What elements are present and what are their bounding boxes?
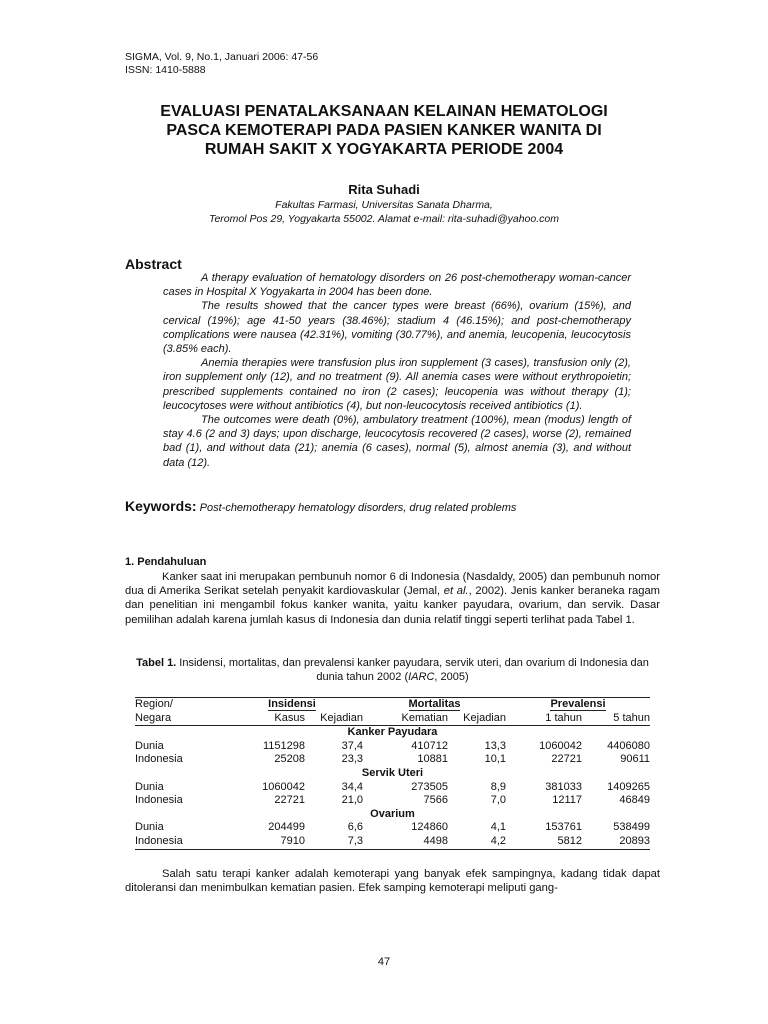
- header-kejadian: Kejadian: [305, 712, 363, 726]
- header-region: Region/: [135, 698, 221, 712]
- abstract-paragraph: A therapy evaluation of hematology disorders on 26 post-chemotherapy woman-cancer cases in Hospital X Yogyakarta in 2004 has been done.: [163, 272, 631, 299]
- cell-1-tahun: 381033: [545, 780, 582, 793]
- caption-text-a: Insidensi, mortalitas, dan prevalensi kanker payudara, servik uteri, dan ovarium di Indonesia dan dunia tahun 2002 (: [176, 657, 649, 683]
- cell-kejadian: 6,6: [347, 821, 363, 834]
- table-row: [135, 835, 650, 849]
- table-row: [135, 740, 650, 754]
- header-kejadian: Kejadian: [448, 712, 506, 726]
- cell-region: Indonesia: [135, 753, 183, 766]
- abstract-body: [163, 271, 631, 470]
- cell-region: Dunia: [135, 821, 164, 834]
- intro-text-b: , 2002). Jenis kanker beraneka ragam dan penelitian ini mengambil fokus kanker wanita, yaitu kanker payudara, ovarium, dan servik. Dasar pemilihan adalah karena jumlah kasus di Indonesia dan dunia relatif tinggi seperti terlihat pada Tabel 1.: [125, 585, 660, 626]
- group-name: Servik Uteri: [361, 766, 424, 779]
- cell-kematian: 410712: [411, 739, 448, 752]
- table-row: [135, 821, 650, 835]
- cell-kasus: 25208: [274, 753, 305, 766]
- header-5-tahun: 5 tahun: [582, 712, 650, 726]
- cell-kejadian: 7,0: [490, 794, 506, 807]
- header-1-tahun: 1 tahun: [506, 712, 582, 726]
- header-prevalensi: Prevalensi: [506, 698, 650, 712]
- header-insidensi: Insidensi: [221, 698, 363, 712]
- group-row: [135, 726, 650, 740]
- cell-region: Dunia: [135, 739, 164, 752]
- cell-kejadian: 10,1: [484, 753, 506, 766]
- cell-kejadian: 4,2: [448, 835, 506, 849]
- cell-kematian: 124860: [411, 821, 448, 834]
- cell-1-tahun: 22721: [551, 753, 582, 766]
- cell-5-tahun: 4406080: [607, 739, 650, 752]
- caption-italic: IARC: [408, 671, 435, 683]
- cell-5-tahun: 1409265: [607, 780, 650, 793]
- title-line: EVALUASI PENATALAKSANAAN KELAINAN HEMATOLOGI: [160, 103, 608, 120]
- cell-kasus: 1060042: [262, 780, 305, 793]
- header-kasus: Kasus: [221, 712, 305, 726]
- data-table: [135, 697, 650, 850]
- cell-kejadian: 13,3: [484, 739, 506, 752]
- cell-kasus: 1151298: [262, 739, 305, 752]
- caption-label: Tabel 1.: [136, 657, 177, 669]
- group-name: Ovarium: [370, 807, 415, 820]
- cell-region: Indonesia: [135, 794, 183, 807]
- cell-kejadian: 23,3: [341, 753, 363, 766]
- keywords: [125, 498, 516, 514]
- group-name: Kanker Payudara: [347, 726, 438, 739]
- cell-region: Indonesia: [135, 835, 221, 849]
- cell-kasus: 7910: [221, 835, 305, 849]
- intro-etal: et al.: [443, 585, 469, 598]
- cell-kematian: 10881: [417, 753, 448, 766]
- keywords-label: Keywords:: [125, 498, 197, 514]
- header-mortalitas: Mortalitas: [363, 698, 506, 712]
- title-line: RUMAH SAKIT X YOGYAKARTA PERIODE 2004: [204, 141, 564, 158]
- table-row: [135, 753, 650, 767]
- caption-text-b: , 2005): [434, 671, 469, 683]
- abstract-heading: Abstract: [125, 256, 182, 272]
- journal-citation: SIGMA, Vol. 9, No.1, Januari 2006: 47-56: [125, 51, 319, 63]
- affiliation: [110, 198, 658, 226]
- affiliation-line: Fakultas Farmasi, Universitas Sanata Dharma,: [275, 199, 493, 211]
- cell-kejadian: 8,9: [490, 780, 506, 793]
- cell-1-tahun: 1060042: [539, 739, 582, 752]
- cell-kematian: 4498: [363, 835, 448, 849]
- cell-1-tahun: 12117: [552, 794, 582, 807]
- group-row: [135, 808, 650, 822]
- cell-kejadian: 21,0: [341, 794, 363, 807]
- abstract-paragraph: The outcomes were death (0%), ambulatory treatment (100%), mean (modus) length of stay 4.6 (2 and 3) days; upon discharge, leucocytosis recovered (2 cases), worse (2), remained bad (1), and without data (21); anemia (6 cases), normal (5), almost anemia (3), and without data (12).: [163, 414, 631, 469]
- intro-paragraph: [125, 570, 660, 627]
- header-kematian: Kematian: [363, 712, 448, 726]
- body-text: Salah satu terapi kanker adalah kemoterapi yang banyak efek sampingnya, kadang tidak dapat ditoleransi dan menimbulkan kematian pasien. Efek samping kemoterapi meliputi gang-: [125, 868, 660, 895]
- cell-1-tahun: 5812: [506, 835, 582, 849]
- abstract-paragraph: Anemia therapies were transfusion plus iron supplement (3 cases), transfusion only (2), iron supplement only (12), and no treatment (9). All anemia cases were without erythropoietin; prescribed supplements contained no iron (2 cases); leucopenia was without therapy (1); leucocytoses were without antibiotics (4), but non-leucocytosis received antibiotics (1).: [163, 357, 631, 412]
- cell-kejadian: 4,1: [490, 821, 506, 834]
- cell-5-tahun: 90611: [620, 753, 650, 766]
- cell-kematian: 273505: [411, 780, 448, 793]
- title-line: PASCA KEMOTERAPI PADA PASIEN KANKER WANITA DI: [166, 122, 602, 139]
- author-name: Rita Suhadi: [348, 182, 420, 197]
- cell-kejadian: 34,4: [341, 780, 363, 793]
- cell-5-tahun: 538499: [613, 821, 650, 834]
- cell-kasus: 22721: [274, 794, 305, 807]
- cell-kasus: 204499: [268, 821, 305, 834]
- body-paragraph: [125, 867, 660, 895]
- table-caption: [125, 656, 660, 684]
- table-row: [135, 794, 650, 808]
- table-header-row: [135, 698, 650, 712]
- page-number: 47: [377, 956, 391, 968]
- journal-header: [125, 51, 318, 77]
- cell-kematian: 7566: [423, 794, 448, 807]
- abstract-paragraph: The results showed that the cancer types were breast (66%), ovarium (15%), and cervical (19%); age 41-50 years (38.46%); stadium 4 (46.15%); and post-chemotherapy complications were nausea (42.31%), vomiting (30.77%), and anemia, leucopenia, leucocytosis (3.85% each).: [163, 300, 631, 356]
- cell-5-tahun: 46849: [619, 794, 650, 807]
- cell-kejadian: 7,3: [305, 835, 363, 849]
- issn: ISSN: 1410-5888: [125, 64, 206, 76]
- group-row: [135, 767, 650, 781]
- section-heading: 1. Pendahuluan: [125, 556, 207, 568]
- cell-5-tahun: 20893: [582, 835, 650, 849]
- intro-text-a: Kanker saat ini merupakan pembunuh nomor 6 di Indonesia (Nasdaldy, 2005) dan pembunuh nomor dua di Amerika Serikat setelah penyakit kardiovaskular (Jemal,: [125, 571, 660, 598]
- table-subheader-row: [135, 712, 650, 726]
- header-negara: Negara: [135, 712, 221, 726]
- cell-region: Dunia: [135, 780, 164, 793]
- paper-title: [110, 102, 658, 159]
- affiliation-line: Teromol Pos 29, Yogyakarta 55002. Alamat e-mail: rita-suhadi@yahoo.com: [209, 213, 559, 225]
- table-row: [135, 781, 650, 795]
- cell-1-tahun: 153761: [545, 821, 582, 834]
- keywords-text: Post-chemotherapy hematology disorders, drug related problems: [199, 502, 517, 514]
- cell-kejadian: 37,4: [341, 739, 363, 752]
